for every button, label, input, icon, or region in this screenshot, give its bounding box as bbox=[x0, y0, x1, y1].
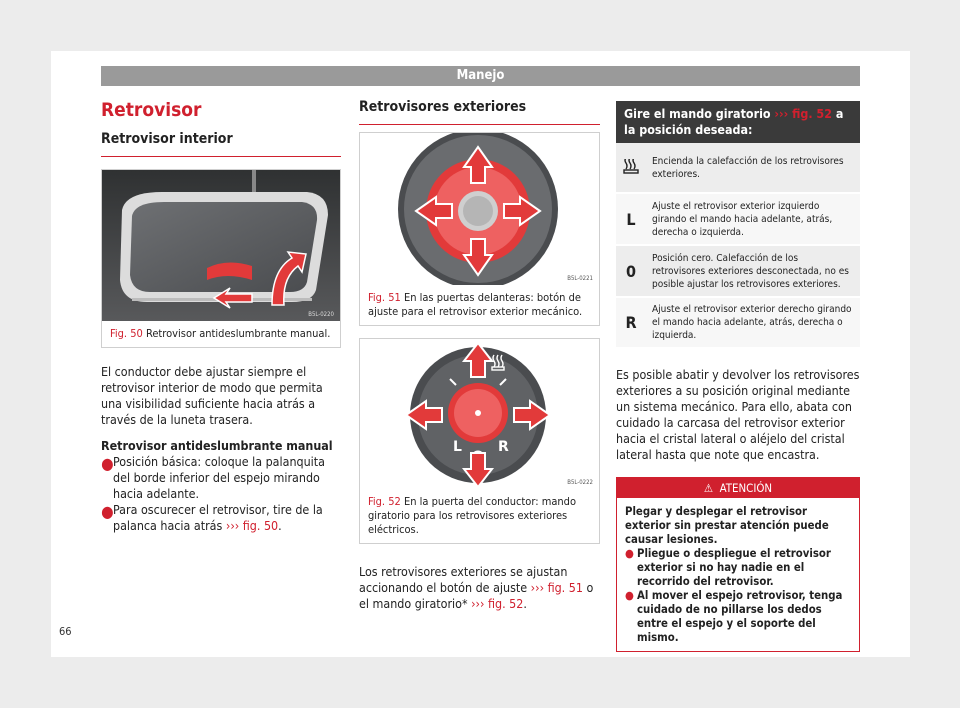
list-item-text-part: . bbox=[278, 518, 282, 533]
list-item bbox=[625, 589, 851, 645]
paragraph: Es posible abatir y devolver los retrovisores exteriores a su posición original mediante un sistema mecánico. Para ello, abata con cuidado la carcasa del retrovisor exterior hacia el cristal lateral o aléjelo del cristal lateral hasta que note que encastra. bbox=[616, 367, 860, 462]
list-item-text: Al mover el espejo retrovisor, tenga cuidado de no pillarse los dedos entre el espejo y el soporte del mismo. bbox=[637, 589, 843, 644]
caption-text: Retrovisor antideslumbrante manual. bbox=[142, 327, 331, 340]
symbol-cell: R bbox=[616, 297, 646, 348]
paragraph: El conductor debe ajustar siempre el retrovisor interior de modo que permita una visibilidad suficiente hacia atrás a través de la luneta trasera. bbox=[101, 364, 323, 427]
mirror-button-illustration bbox=[360, 133, 599, 285]
description-cell: Ajuste el retrovisor exterior izquierdo girando el mando hacia adelante, atrás, derecha o izquierda. bbox=[646, 193, 860, 245]
caption-text: En las puertas delanteras: botón de ajuste para el retrovisor exterior mecánico. bbox=[368, 291, 583, 318]
figure-code: B5L-0222 bbox=[567, 479, 593, 486]
bullet-icon: ● bbox=[101, 502, 114, 521]
figure-caption bbox=[360, 489, 599, 543]
bullet-icon: ● bbox=[625, 589, 634, 602]
column-1 bbox=[101, 98, 341, 534]
table-header bbox=[616, 101, 860, 143]
paragraph-text-part: . bbox=[523, 596, 527, 611]
rotary-knob-illustration bbox=[360, 339, 599, 489]
table-header-text: Gire el mando giratorio bbox=[624, 106, 775, 121]
subsection-title: Retrovisor interior bbox=[101, 130, 341, 157]
warning-intro: Plegar y desplegar el retrovisor exterior sin prestar atención puede causar lesiones. bbox=[625, 505, 829, 546]
symbol-cell bbox=[616, 143, 646, 193]
figure-link[interactable]: ››› fig. 52 bbox=[471, 596, 524, 611]
table-row bbox=[616, 245, 860, 297]
list-item-text: Posición básica: coloque la palanquita del borde inferior del espejo mirando hacia adelante. bbox=[113, 454, 325, 501]
paragraph-text-part: Los retrovisores exteriores se ajustan accionando el botón de ajuste bbox=[359, 564, 568, 595]
symbol-cell: 0 bbox=[616, 245, 646, 297]
figure-number: Fig. 51 bbox=[368, 291, 401, 304]
paragraph-text-part: o el mando giratorio* bbox=[359, 580, 594, 611]
warning-triangle-icon: ⚠ bbox=[703, 481, 714, 495]
list-item bbox=[625, 547, 851, 589]
warning-box bbox=[616, 477, 860, 652]
paragraph-heading: Retrovisor antideslumbrante manual bbox=[101, 438, 333, 453]
figure-link[interactable]: ››› fig. 52 bbox=[774, 106, 832, 121]
figure-caption bbox=[360, 285, 599, 325]
table-row bbox=[616, 297, 860, 348]
paragraph bbox=[359, 564, 600, 612]
subsection-title: Retrovisores exteriores bbox=[359, 98, 600, 125]
running-header: Manejo bbox=[101, 66, 860, 86]
page-number: 66 bbox=[59, 625, 72, 638]
symbol-cell: L bbox=[616, 193, 646, 245]
table-row bbox=[616, 143, 860, 193]
figure-code: B5L-0220 bbox=[308, 311, 334, 318]
figure-52 bbox=[359, 338, 600, 544]
rearview-mirror-image bbox=[102, 170, 340, 321]
table-header-text: a la posición deseada: bbox=[624, 106, 844, 137]
table-row bbox=[616, 193, 860, 245]
description-cell: Posición cero. Calefacción de los retrovisores exteriores desconectada, no es posible ajustar los retrovisores exteriores. bbox=[646, 245, 860, 297]
mirror-heater-icon bbox=[622, 159, 640, 175]
warning-title: ATENCIÓN bbox=[719, 481, 773, 495]
figure-number: Fig. 50 bbox=[110, 327, 143, 340]
column-2 bbox=[359, 98, 600, 612]
figure-link[interactable]: ››› fig. 50 bbox=[225, 518, 279, 533]
list-item bbox=[101, 502, 341, 534]
warning-header bbox=[617, 478, 859, 498]
figure-50 bbox=[101, 169, 341, 348]
list-item-text: Pliegue o despliegue el retrovisor exterior si no hay nadie en el recorrido del retrovisor. bbox=[637, 547, 831, 588]
rotary-knob-image bbox=[360, 339, 599, 489]
mirror-illustration bbox=[102, 170, 340, 321]
description-cell: Ajuste el retrovisor exterior derecho girando el mando hacia adelante, atrás, derecha o izquierda. bbox=[646, 297, 860, 348]
knob-positions-table bbox=[616, 101, 860, 349]
page bbox=[51, 51, 910, 657]
figure-link[interactable]: ››› fig. 51 bbox=[530, 580, 583, 595]
figure-code: B5L-0221 bbox=[567, 275, 593, 282]
dial-label-r: R bbox=[498, 439, 509, 455]
bullet-icon: ● bbox=[101, 454, 114, 473]
warning-body bbox=[617, 498, 859, 651]
column-3 bbox=[616, 101, 860, 652]
list-item-text-part: Para oscurecer el retrovisor, tire de la palanca hacia atrás bbox=[113, 502, 323, 533]
list-item-text bbox=[113, 502, 341, 534]
figure-caption bbox=[102, 321, 340, 347]
list-item bbox=[101, 454, 341, 502]
description-cell: Encienda la calefacción de los retrovisores exteriores. bbox=[646, 143, 860, 193]
section-title: Retrovisor bbox=[101, 99, 202, 121]
caption-text: En la puerta del conductor: mando giratorio para los retrovisores exteriores eléctricos. bbox=[368, 495, 577, 536]
dial-label-l: L bbox=[453, 439, 462, 455]
figure-number: Fig. 52 bbox=[368, 495, 401, 508]
bullet-icon: ● bbox=[625, 547, 634, 560]
adjust-button-image bbox=[360, 133, 599, 285]
figure-51 bbox=[359, 132, 600, 326]
